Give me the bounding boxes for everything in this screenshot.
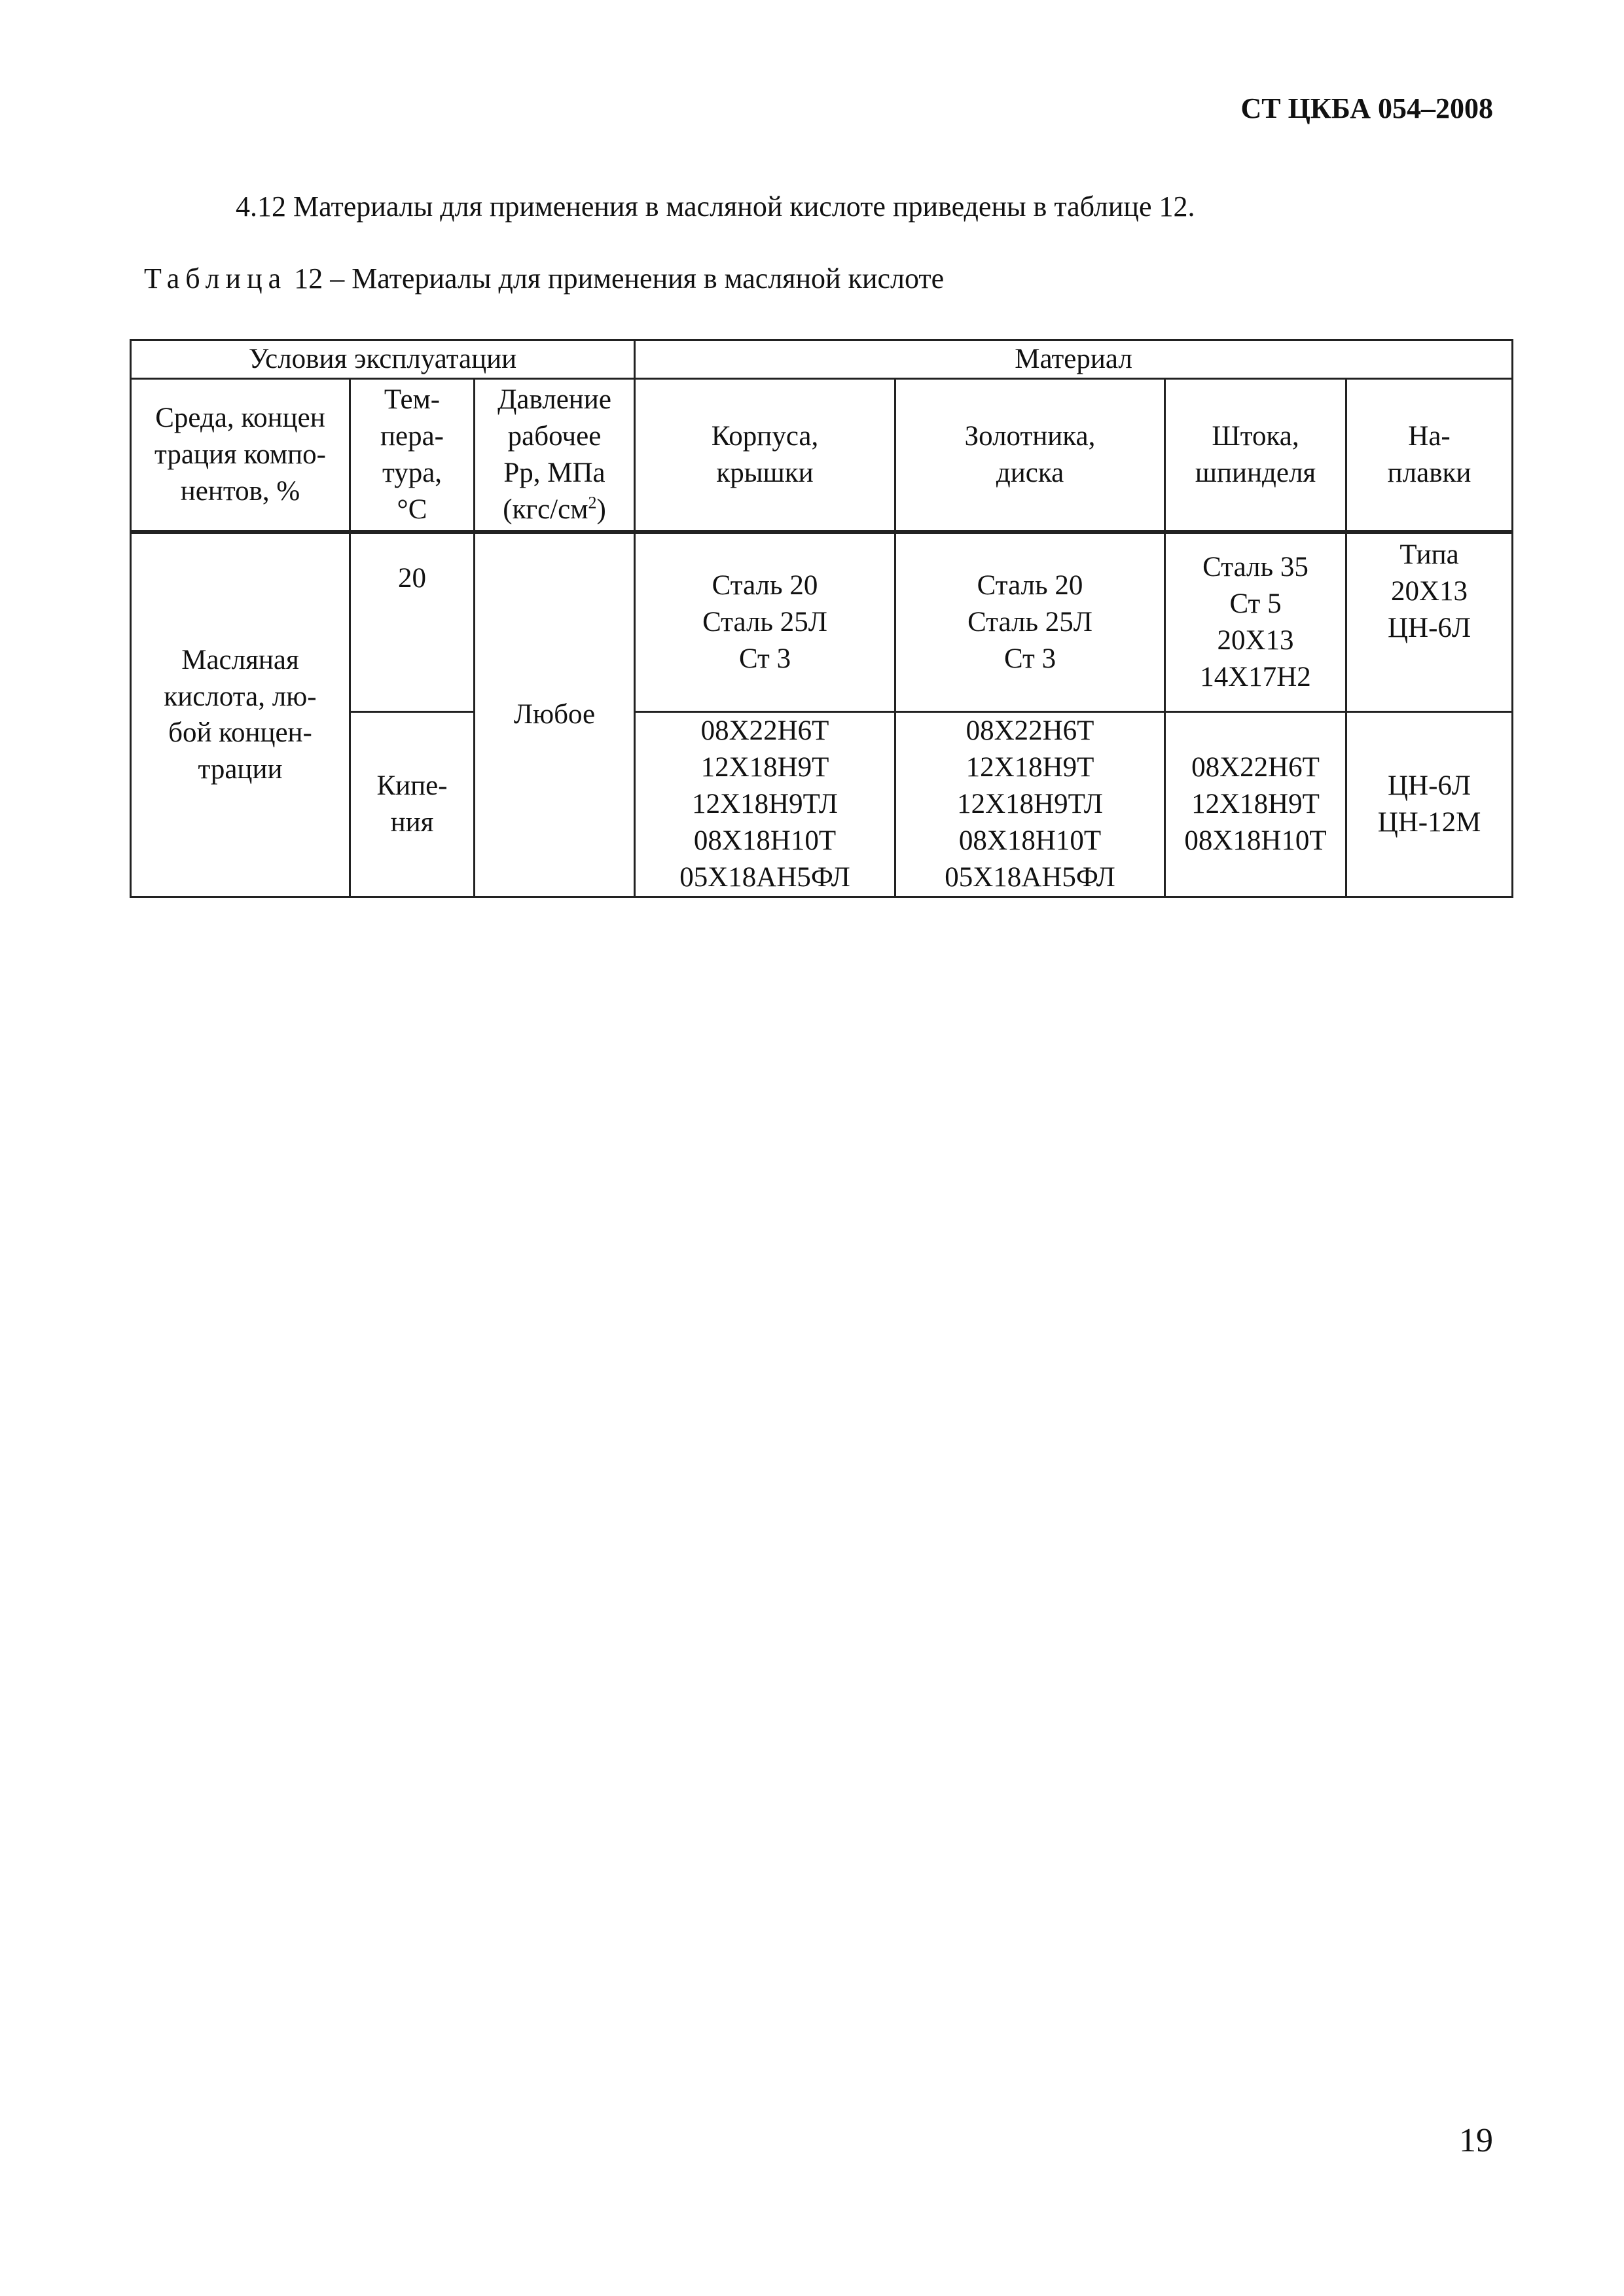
document-code: СТ ЦКБА 054–2008 bbox=[1240, 92, 1493, 124]
cell-body bbox=[635, 711, 895, 897]
cell-surfacing bbox=[1346, 532, 1513, 712]
cell-body bbox=[635, 532, 895, 712]
cell-stem-line: 08Х18Н10Т bbox=[1184, 825, 1327, 856]
header-pressure-line: рабочее bbox=[507, 421, 602, 452]
header-pressure-line: Давление bbox=[497, 384, 611, 416]
paragraph-4-12: 4.12 Материалы для применения в масляной кислоте приведены в таблице 12. bbox=[236, 190, 1195, 223]
cell-pressure-value: Любое bbox=[513, 699, 596, 730]
header-medium-line: Среда, концен bbox=[155, 403, 325, 434]
header-medium-line: трация компо- bbox=[154, 439, 326, 470]
header-pressure bbox=[475, 378, 635, 532]
cell-stem-line: 12Х18Н9Т bbox=[1191, 788, 1320, 819]
header-pressure-units-text: (кгс/см bbox=[503, 493, 588, 525]
cell-spool-line: Ст 3 bbox=[1003, 643, 1056, 674]
page-number: 19 bbox=[1459, 2122, 1493, 2159]
header-temperature-line: тура, bbox=[382, 457, 442, 488]
cell-spool-line: 08Х18Н10Т bbox=[958, 825, 1102, 856]
header-pressure-units bbox=[478, 492, 631, 528]
header-temperature-line: Тем- bbox=[384, 384, 441, 416]
header-body-line: крышки bbox=[716, 457, 814, 488]
cell-spool-line: 05Х18АН5ФЛ bbox=[945, 861, 1115, 893]
header-spool-line: диска bbox=[996, 457, 1064, 488]
table-row bbox=[131, 532, 1513, 712]
cell-stem-line: Сталь 35 bbox=[1202, 552, 1308, 583]
cell-spool-line: Сталь 20 bbox=[977, 570, 1083, 601]
cell-stem-line: Ст 5 bbox=[1229, 588, 1282, 619]
header-surfacing-line: плавки bbox=[1387, 457, 1471, 488]
cell-body-line: Сталь 25Л bbox=[702, 606, 827, 637]
table-caption bbox=[144, 262, 944, 295]
cell-medium bbox=[131, 532, 350, 897]
header-stem-line: шпинделя bbox=[1195, 457, 1316, 488]
table-caption-title: 12 – Материалы для применения в масляной кислоте bbox=[287, 262, 945, 295]
cell-surfacing bbox=[1346, 711, 1513, 897]
header-pressure-units-close: ) bbox=[596, 493, 606, 525]
header-surfacing bbox=[1346, 378, 1513, 532]
header-temperature bbox=[350, 378, 475, 532]
cell-stem-line: 08Х22Н6Т bbox=[1191, 752, 1320, 783]
cell-temperature-line: 20 bbox=[398, 562, 426, 594]
header-medium bbox=[131, 378, 350, 532]
cell-surfacing-line: ЦН-6Л bbox=[1387, 770, 1471, 801]
header-operating-conditions: Условия эксплуатации bbox=[131, 340, 635, 379]
table-caption-label: Таблица bbox=[144, 262, 287, 295]
cell-surfacing-line: 20Х13 bbox=[1391, 575, 1468, 607]
cell-medium-line: трации bbox=[198, 754, 283, 785]
cell-stem-line: 14Х17Н2 bbox=[1200, 661, 1311, 692]
cell-medium-line: кислота, лю- bbox=[164, 681, 317, 712]
header-body-cover bbox=[635, 378, 895, 532]
cell-surfacing-line: ЦН-6Л bbox=[1387, 612, 1471, 643]
header-temperature-line: °С bbox=[397, 493, 427, 525]
cell-spool bbox=[895, 532, 1165, 712]
cell-spool-line: 12Х18Н9ТЛ bbox=[957, 788, 1103, 819]
header-material: Материал bbox=[635, 340, 1513, 379]
cell-temperature-line: Кипе- bbox=[376, 770, 448, 801]
header-body-line: Корпуса, bbox=[711, 421, 819, 452]
cell-temperature-line: ния bbox=[390, 806, 434, 838]
cell-temperature bbox=[350, 711, 475, 897]
cell-spool-line: 12Х18Н9Т bbox=[965, 752, 1094, 783]
cell-temperature bbox=[350, 532, 475, 712]
cell-spool-line: 08Х22Н6Т bbox=[965, 715, 1094, 747]
cell-body-line: 08Х18Н10Т bbox=[693, 825, 837, 856]
cell-body-line: 12Х18Н9Т bbox=[700, 752, 829, 783]
cell-pressure bbox=[475, 532, 635, 897]
cell-body-line: 12Х18Н9ТЛ bbox=[692, 788, 838, 819]
cell-stem bbox=[1165, 532, 1346, 712]
cell-stem-line: 20Х13 bbox=[1217, 624, 1294, 656]
header-spool-disc bbox=[895, 378, 1165, 532]
cell-stem bbox=[1165, 711, 1346, 897]
cell-spool-line: Сталь 25Л bbox=[967, 606, 1092, 637]
cell-body-line: Сталь 20 bbox=[712, 570, 818, 601]
cell-body-line: 08Х22Н6Т bbox=[700, 715, 829, 747]
cell-surfacing-line: Типа bbox=[1399, 539, 1459, 570]
header-medium-line: нентов, % bbox=[180, 475, 300, 507]
cell-spool bbox=[895, 711, 1165, 897]
header-stem-line: Штока, bbox=[1212, 421, 1299, 452]
header-temperature-line: пера- bbox=[380, 421, 444, 452]
cell-medium-line: Масляная bbox=[181, 644, 299, 675]
header-spool-line: Золотника, bbox=[964, 421, 1096, 452]
cell-body-line: Ст 3 bbox=[738, 643, 791, 674]
cell-surfacing-line: ЦН-12М bbox=[1377, 806, 1481, 838]
header-pressure-line: Рр, МПа bbox=[503, 457, 605, 488]
materials-table bbox=[130, 339, 1513, 898]
cell-medium-line: бой концен- bbox=[168, 717, 312, 749]
header-pressure-units-exponent: 2 bbox=[588, 493, 597, 512]
cell-body-line: 05Х18АН5ФЛ bbox=[679, 861, 850, 893]
header-stem-spindle bbox=[1165, 378, 1346, 532]
header-surfacing-line: На- bbox=[1408, 421, 1451, 452]
